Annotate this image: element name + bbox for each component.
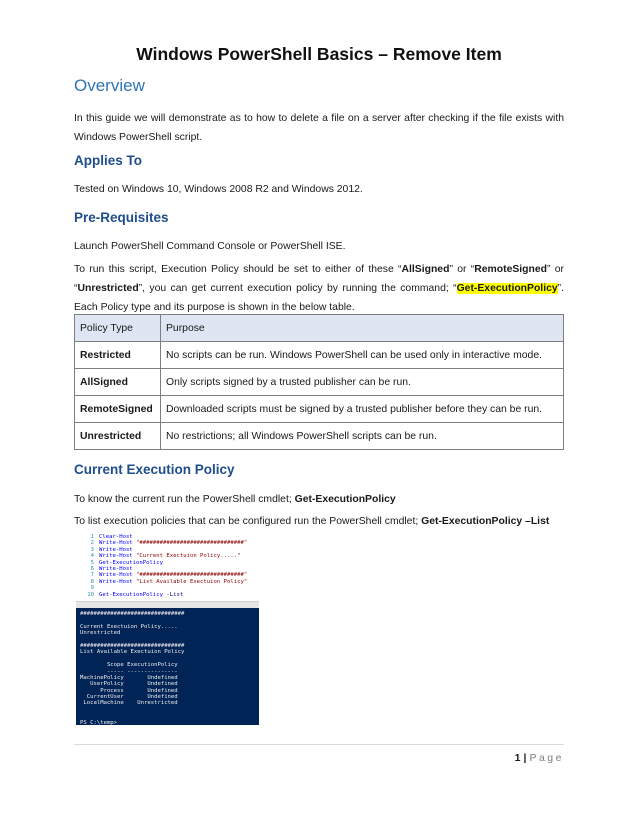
line-number: 7 (90, 572, 94, 579)
console-prompt[interactable]: PS C:\temp> (80, 719, 118, 726)
console-line: ----- --------------- (80, 668, 178, 675)
table-row (75, 396, 564, 423)
footer-separator: | (523, 752, 527, 764)
table-row (75, 423, 564, 450)
code-line (76, 592, 259, 598)
policy-type-cell: Unrestricted (75, 423, 161, 450)
line-number: 3 (90, 546, 94, 553)
text-run: ” or “ (449, 264, 475, 275)
line-number: 1 (90, 534, 94, 540)
text-run: To run this script, Execution Policy should be set to either of these “ (74, 264, 402, 275)
overview-heading: Overview (74, 76, 145, 95)
line-number: 6 (90, 565, 94, 572)
code-cmdlet: Write-Host (99, 553, 133, 560)
text-run: ”. Each Policy type and its purpose is shown in the below table. (74, 283, 564, 313)
console-line: Scope ExecutionPolicy (80, 662, 178, 669)
page-footer (74, 752, 564, 764)
table-row (75, 342, 564, 369)
code-cmdlet: Write-Host (99, 565, 133, 572)
code-cmdlet: Clear-Host (99, 534, 133, 540)
document-title: Windows PowerShell Basics – Remove Item (136, 44, 502, 64)
console-line: UserPolicy Undefined (80, 681, 178, 688)
console-output-pane (76, 608, 259, 725)
code-cmdlet: Get-ExecutionPolicy (99, 591, 163, 598)
applies-to-text: Tested on Windows 10, Windows 2008 R2 and Windows 2012. (74, 184, 363, 195)
prerequisites-launch-text: Launch PowerShell Command Console or PowerShell ISE. (74, 241, 346, 252)
line-number: 4 (90, 553, 94, 560)
table-header-row (75, 315, 564, 342)
console-line: Current Exectuion Policy..... (80, 623, 178, 630)
current-policy-line2 (74, 512, 564, 531)
code-cmdlet: Write-Host (99, 546, 133, 553)
remotesigned-term: RemoteSigned (474, 264, 547, 275)
header-purpose: Purpose (161, 315, 564, 342)
policy-type-cell: Restricted (75, 342, 161, 369)
line-number: 9 (90, 585, 94, 592)
text-run: ”, you can get current execution policy by running the command; “ (138, 283, 457, 294)
code-cmdlet: Write-Host (99, 578, 133, 585)
code-string: "###############################" (136, 540, 248, 547)
page-label: Page (529, 752, 564, 764)
line-number: 5 (90, 559, 94, 566)
script-editor-pane (76, 534, 259, 600)
cmdlet-name: Get-ExecutionPolicy –List (421, 516, 550, 527)
console-line: CurrentUser Undefined (80, 694, 178, 701)
console-line: Process Undefined (80, 687, 178, 694)
policy-type-cell: AllSigned (75, 369, 161, 396)
code-cmdlet: Write-Host (99, 572, 133, 579)
highlighted-command: Get-ExecutionPolicy (456, 283, 558, 294)
allsigned-term: AllSigned (401, 264, 450, 275)
overview-text: In this guide we will demonstrate as to how to delete a file on a server after checking if the file exists with Windows PowerShell script. (74, 113, 564, 143)
purpose-cell: No scripts can be run. Windows PowerShell can be used only in interactive mode. (161, 342, 564, 369)
code-cmdlet: Get-ExecutionPolicy (99, 559, 163, 566)
code-string: "List Available Exectuion Policy" (136, 578, 248, 585)
line-number: 8 (90, 578, 94, 585)
unrestricted-term: Unrestricted (77, 283, 139, 294)
console-line: ############################### (80, 611, 185, 617)
text-run: ” or “ (74, 264, 564, 294)
current-policy-heading: Current Execution Policy (74, 462, 235, 477)
console-line: ############################### (80, 642, 185, 649)
code-string: "###############################" (136, 572, 248, 579)
prerequisites-heading: Pre-Requisites (74, 210, 169, 225)
editor-scrollbar[interactable] (76, 601, 259, 608)
prerequisites-policy-text (74, 260, 564, 317)
table-row (75, 369, 564, 396)
footer-divider (74, 744, 564, 745)
text-run: To know the current run the PowerShell cmdlet; (74, 494, 295, 505)
text-run: To list execution policies that can be configured run the PowerShell cmdlet; (74, 516, 422, 527)
console-line: MachinePolicy Undefined (80, 674, 178, 681)
code-cmdlet: Write-Host (99, 540, 133, 547)
code-parameter: -List (166, 591, 184, 598)
applies-to-heading: Applies To (74, 153, 143, 168)
purpose-cell: No restrictions; all Windows PowerShell scripts can be run. (161, 423, 564, 450)
purpose-cell: Downloaded scripts must be signed by a trusted publisher before they can be run. (161, 396, 564, 423)
current-policy-line1 (74, 490, 564, 509)
policy-table (74, 314, 564, 450)
code-string: "Current Exectuion Policy....." (136, 553, 241, 560)
console-line: List Available Exectuion Policy (80, 649, 185, 656)
policy-type-cell: RemoteSigned (75, 396, 161, 423)
line-number: 2 (90, 540, 94, 547)
header-policy-type: Policy Type (75, 315, 161, 342)
purpose-cell: Only scripts signed by a trusted publisher can be run. (161, 369, 564, 396)
console-line: Unrestricted (80, 630, 121, 637)
code-line (76, 579, 259, 585)
cmdlet-name: Get-ExecutionPolicy (294, 494, 396, 505)
page-number: 1 (514, 752, 521, 764)
console-line: LocalMachine Unrestricted (80, 700, 178, 707)
line-number: 10 (87, 591, 94, 598)
